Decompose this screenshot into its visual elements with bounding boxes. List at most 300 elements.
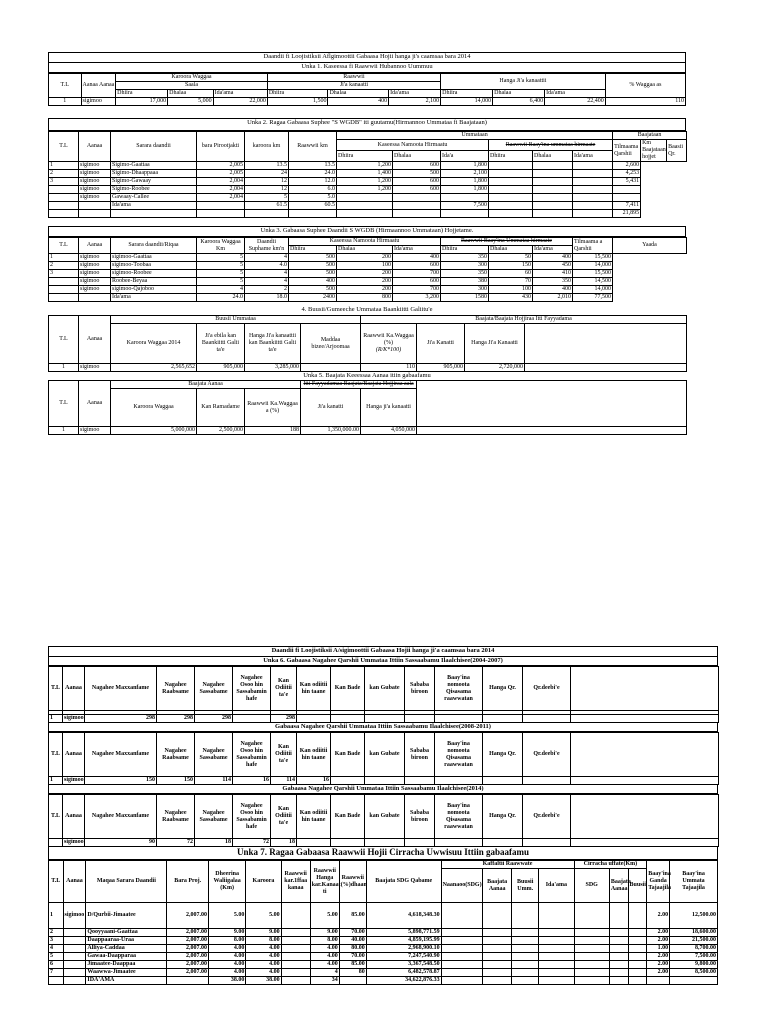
cell (63, 961, 86, 969)
cell (628, 977, 647, 985)
cell: 7,411 (613, 202, 641, 210)
cell: 7,500.00 (670, 953, 718, 961)
table-row (49, 427, 687, 435)
cell: 3,285,000 (245, 364, 301, 372)
cell: 13.5 (245, 162, 289, 170)
unka3-body (49, 254, 687, 302)
cell: 500 (289, 270, 337, 278)
cell: 298 (195, 715, 233, 723)
h-tl: T.L (49, 861, 64, 903)
cell: 2,968,900.10 (366, 945, 441, 953)
cell: Ida'ama (111, 294, 197, 302)
h-hanga-qr: Hanga Qr. (483, 795, 523, 839)
table-row (49, 210, 687, 218)
table-row (49, 839, 719, 847)
cell: 5,000 (168, 98, 214, 106)
table-row (49, 202, 687, 210)
h-tl: T.L (49, 733, 63, 777)
cell: Qooyyaani-Gaattaa (86, 929, 167, 937)
cell (331, 777, 365, 785)
cell: 2,007.00 (167, 945, 209, 953)
cell: 24.0 (197, 294, 245, 302)
h-boqa: Raawwii Baay'ina Ummataa hirmaate (441, 238, 573, 246)
cell (489, 194, 533, 202)
cell: 21,500.00 (670, 937, 718, 945)
cell (574, 961, 609, 969)
cell: 5.0 (289, 194, 337, 202)
cell (111, 210, 197, 218)
cell: 2,004 (197, 194, 245, 202)
cell (365, 777, 405, 785)
cell: 905,000 (417, 364, 465, 372)
cell (483, 961, 512, 969)
cell: 2,565,652 (111, 364, 197, 372)
h-qr-deebie: Qr.deebi'e (523, 667, 571, 711)
table-row (49, 178, 687, 186)
cell (512, 953, 539, 961)
h-rk: (R/K*100) (375, 347, 402, 353)
cell: 300 (441, 286, 489, 294)
cell (301, 364, 361, 372)
h-yaada: Yaada (613, 238, 687, 254)
cell (670, 977, 718, 985)
cell: 8.00 (310, 937, 339, 945)
unka6b-title: Gabaasa Nagahee Qarshii Ummataa Ittiin Sassaabamu Ilaalchisee(2008-2011) (48, 723, 718, 732)
cell (245, 210, 289, 218)
cell: sigimoo (64, 777, 84, 783)
unka6c-table (48, 794, 719, 847)
cell (79, 202, 111, 210)
cell: 1,350,000.00 (301, 427, 361, 435)
cell: 200 (337, 270, 393, 278)
cell: 5.00 (246, 903, 281, 929)
cell (405, 839, 435, 847)
h-hanga-kanaatti: Hanga ji'a kanaatti (361, 389, 417, 427)
h-tl: T.L (49, 316, 79, 364)
cell (441, 953, 483, 961)
cell: 9,800.00 (670, 961, 718, 969)
cell: 110 (361, 364, 417, 372)
cell: 4.00 (310, 945, 339, 953)
cell: 500 (289, 286, 337, 294)
cell: 188 (245, 427, 301, 435)
h-ganda: Baay'ina Ganda Tajaajila (647, 861, 670, 903)
cell: 110 (605, 98, 685, 106)
h-dhiira: Dhiira (267, 90, 328, 98)
h-bade: Kan Bade (331, 733, 365, 777)
cell: 15,500 (573, 270, 613, 278)
unka2-table (48, 131, 687, 218)
cell: 4 (49, 945, 64, 953)
h-maqaa: Maqaa Sarara Daandii (86, 861, 167, 903)
unka7-title: Unka 7. Ragaa Gabaasa Raawwii Hojii Cirracha Uwwisuu Ittiin gabaafamu (48, 847, 718, 860)
cell (574, 969, 609, 977)
cell: 400 (289, 278, 337, 286)
cell: sigimoo (64, 715, 84, 721)
h-osoo: Nagahee Osoo hin Sassabamin hafe (233, 795, 271, 839)
h-karoora: Karoora (246, 861, 281, 903)
cell: Sigimo-Gaattaa (111, 162, 197, 170)
cell (281, 937, 310, 945)
cell (609, 969, 628, 977)
h-hanga: Hanga Ji'a kanaattii (441, 74, 606, 90)
cell (512, 961, 539, 969)
h-aanaa: Aanaa (63, 795, 85, 839)
cell: 100 (489, 286, 533, 294)
cell (49, 977, 64, 985)
cell: 1 (49, 715, 63, 723)
cell: Roobee-Beyaa (111, 278, 197, 286)
cell: 6 (49, 961, 64, 969)
table-row (49, 977, 718, 985)
cell: 500 (289, 262, 337, 270)
h-tl: T.L (49, 74, 82, 98)
cell (609, 945, 628, 953)
h-hanga-qr: Hanga Qr. (483, 667, 523, 711)
cell: 15,500 (573, 254, 613, 262)
cell: 905,000 (197, 364, 245, 372)
cell: 16 (233, 777, 271, 785)
cell: 4 (245, 270, 289, 278)
h-aanaa: Aanaa (79, 132, 111, 162)
cell (49, 186, 79, 194)
h-madda: Maddaa bizee/Arjoomaa (301, 324, 361, 364)
cell: 5 (197, 278, 245, 286)
cell: 4 (310, 969, 339, 977)
h-idaama: Ida'ama (533, 246, 573, 254)
cell (483, 929, 512, 937)
cell (393, 194, 441, 202)
cell (393, 202, 441, 210)
cell: 5 (197, 254, 245, 262)
cell: sigimoo (79, 162, 111, 170)
table-row (49, 294, 687, 302)
doc-title: Daandii fi Loojistiksii Aflgimoottii Gabaasa Hojii hanga ji's caamsaa bara 2014 (48, 52, 686, 63)
cell (539, 953, 574, 961)
cell (331, 839, 365, 847)
cell: 7 (49, 969, 64, 977)
cell: 500 (289, 254, 337, 262)
cell (512, 929, 539, 937)
cell: 2.00 (647, 903, 670, 929)
table-row (49, 961, 718, 969)
cell: 80.00 (339, 945, 366, 953)
cell (441, 937, 483, 945)
h-baajata-aanaa-2: Baajata Aanaa (609, 869, 628, 903)
cell: 72 (233, 839, 271, 847)
cell: 70.00 (339, 929, 366, 937)
cell (489, 178, 533, 186)
cell: 4 (197, 286, 245, 294)
cell (533, 162, 573, 170)
cell: Daappaaraa-Uraa (86, 937, 167, 945)
cell: 70.00 (339, 953, 366, 961)
cell: 2,005 (197, 170, 245, 178)
cell (435, 777, 483, 785)
cell: sigimoo-Toobaa (111, 262, 197, 270)
cell (574, 937, 609, 945)
cell (574, 977, 609, 985)
doc-title-2: Daandii fi Loojistiksii A/sigimoottii Gabaasa Hojii hanga ji'a caamsaa bara 2014 (48, 646, 718, 657)
table-row (49, 777, 719, 785)
cell (512, 903, 539, 929)
cell (574, 953, 609, 961)
cell: 38.00 (208, 977, 245, 985)
unka6c-title: Gabaasa Nagahee Qarshii Ummataa Ittiin Sassaabamu Ilaalchisee(2014) (48, 785, 718, 794)
cell (63, 937, 86, 945)
h-dhiira: Dhiira (441, 246, 489, 254)
cell (393, 210, 441, 218)
cell: Waawwa-Jimaatee (86, 969, 167, 977)
h-cirracha: Cirracha uffate(Km) (574, 861, 647, 869)
table-row (49, 170, 687, 178)
cell: 22,000 (213, 98, 267, 106)
h-naanaoo: Naanaoo(SDG) (441, 869, 483, 903)
cell: 350 (441, 270, 489, 278)
cell: 2,004 (197, 178, 245, 186)
cell: 60.5 (289, 202, 337, 210)
cell: 70 (489, 278, 533, 286)
h-idaama: Ida'ama (393, 246, 441, 254)
cell: 38.00 (246, 977, 281, 985)
cell (512, 969, 539, 977)
h-baajataan: Baajataan (613, 132, 687, 140)
table-row (49, 937, 718, 945)
table-row (49, 194, 687, 202)
h-buusii: Buusii Umm. (512, 869, 539, 903)
cell (441, 961, 483, 969)
cell: 2,500,000 (197, 427, 245, 435)
cell: 600 (393, 278, 441, 286)
cell: 7,500 (441, 202, 489, 210)
cell: 800 (337, 294, 393, 302)
cell (365, 839, 405, 847)
cell: 3,200 (393, 294, 441, 302)
h-odiitii-hin: Kan odiitii hin taane (297, 795, 331, 839)
h-raawwii-text: Raawwii Ka.Waggaa (%) (363, 333, 414, 346)
cell: 4,618,348.30 (366, 903, 441, 929)
empty (417, 381, 687, 427)
cell: Gawaa-Daapparaa (86, 953, 167, 961)
cell: 4,050,000 (361, 427, 417, 435)
cell: Sigimo-Dhaappaaa (111, 170, 197, 178)
h-baajata: Baajata Aanaa (111, 381, 301, 389)
h-tl: T.L (49, 132, 79, 162)
cell: 18 (195, 839, 233, 847)
cell: 1 (49, 98, 82, 106)
cell: 2,005 (197, 162, 245, 170)
cell: sigimoo (79, 262, 111, 270)
cell (533, 178, 573, 186)
unka2-title: Unka 2. Ragaa Gabaasa Suphee "S WGDB" iti guutamu(Hirmannoo Ummataa fi Baajataan) (48, 118, 686, 131)
cell (339, 977, 366, 985)
cell (441, 210, 489, 218)
unka6b-table (48, 732, 719, 785)
h-km-baajataan: Km Baajataan hojjet (642, 140, 666, 160)
cell: 1,400 (337, 170, 393, 178)
h-karoora: Karoora Waggaa (111, 389, 197, 427)
h-tl: T.L (49, 381, 79, 427)
cell (613, 194, 641, 202)
cell: 6.0 (289, 186, 337, 194)
cell (281, 945, 310, 953)
cell (573, 170, 613, 178)
cell: 3 (49, 937, 64, 945)
h-odiitii: Kan Odiitii ta'e (271, 733, 297, 777)
cell: sigimoo (79, 427, 111, 435)
cell: 298 (85, 715, 157, 723)
cell: 14,000 (441, 98, 493, 106)
cell: 50 (489, 254, 533, 262)
cell: 14,500 (573, 278, 613, 286)
cell: 12 (245, 178, 289, 186)
cell: 2,007.00 (167, 953, 209, 961)
cell: 4.00 (246, 945, 281, 953)
cell: sigimoo (79, 364, 111, 372)
h-aanaa: Aanaa (79, 316, 111, 364)
cell (281, 953, 310, 961)
cell: 1 (49, 777, 63, 785)
cell (628, 945, 647, 953)
cell: 24.0 (289, 170, 337, 178)
unka5-table (48, 380, 687, 435)
cell: 2.00 (647, 961, 670, 969)
cell (331, 715, 365, 723)
cell (574, 945, 609, 953)
h-jia: Ji'a ebila kan Baankiitti Galii ta'e (197, 324, 245, 364)
cell: 34 (310, 977, 339, 985)
cell: 1 (49, 254, 79, 262)
h-idaa: Ida'a (441, 151, 489, 162)
cell (613, 186, 641, 194)
h-dhiira: Dhiira (441, 90, 493, 98)
cell: D/Qurbii-Jimaatee (86, 903, 167, 929)
cell (483, 937, 512, 945)
cell (628, 929, 647, 937)
unka7-table (48, 860, 718, 985)
cell (63, 969, 86, 977)
cell (539, 929, 574, 937)
h-qr-deebie: Qr.deebi'e (523, 795, 571, 839)
cell: 4.00 (310, 953, 339, 961)
table-row (49, 98, 686, 106)
cell: 6,400 (493, 98, 545, 106)
cell (609, 903, 628, 929)
cell: 16 (297, 777, 331, 785)
cell (405, 715, 435, 723)
cell: 600 (393, 186, 441, 194)
cell: 1.00 (647, 945, 670, 953)
h-dhiira: Dhiira (489, 151, 533, 162)
cell: 1,200 (337, 178, 393, 186)
cell (483, 945, 512, 953)
cell (281, 929, 310, 937)
unka4-title: 4. Buusii/Gumeeche Ummataa Baankiitti Galiitu'e (301, 306, 433, 313)
h-idaama: Ida'ama (573, 151, 613, 162)
cell (573, 186, 613, 194)
h-tl: T.L (49, 238, 79, 254)
cell: 410 (533, 270, 573, 278)
cell: sigimoo (79, 194, 111, 202)
h-karoora: Karoora Waggaa Km (197, 238, 245, 254)
cell (573, 210, 613, 218)
cell: 2,007.00 (167, 969, 209, 977)
cell: 18,600.00 (670, 929, 718, 937)
cell (79, 294, 111, 302)
cell (197, 210, 245, 218)
cell (628, 903, 647, 929)
cell (489, 202, 533, 210)
cell: 8,500.00 (670, 969, 718, 977)
cell (489, 210, 533, 218)
cell: 21,895 (613, 210, 641, 218)
h-raawwii: Raawwii Ka.Waggaa a (%) (245, 389, 301, 427)
cell: 5,000,000 (111, 427, 197, 435)
unka4-table (48, 315, 687, 372)
h-dhalaa: Dhalaa (328, 90, 389, 98)
cell: 500 (393, 170, 441, 178)
h-hanga-qr: Hanga Qr. (483, 733, 523, 777)
cell: 300 (441, 262, 489, 270)
h-ji-kanatti: Ji'a kanatti (301, 389, 361, 427)
cell (63, 929, 86, 937)
h-baasii: Baasii Qr. (667, 140, 687, 162)
cell (49, 294, 79, 302)
cell: 24 (245, 170, 289, 178)
cell: 5 (197, 270, 245, 278)
h-ji-kanatti: Ji'a Kanatti (417, 324, 465, 364)
cell (297, 839, 331, 847)
empty (571, 733, 719, 777)
h-sassabame: Nagahee Sassabame (195, 795, 233, 839)
h-dhalaa: Dhalaa (533, 151, 573, 162)
cell (289, 210, 337, 218)
cell (523, 715, 571, 723)
cell (49, 210, 79, 218)
h-buusii: Buusii Ummataa (111, 316, 361, 324)
cell (628, 969, 647, 977)
cell: 2,004 (197, 186, 245, 194)
cell (281, 903, 310, 929)
cell: 6,482,578.87 (366, 969, 441, 977)
cell: 77,500 (573, 294, 613, 302)
cell (512, 977, 539, 985)
h-dhalaa: Dhalaa (489, 246, 533, 254)
cell: sigimoo (64, 839, 84, 845)
cell (609, 961, 628, 969)
h-baajata-aanaa: Baajata Aanaa (483, 869, 512, 903)
cell: 350 (533, 278, 573, 286)
cell: 430 (489, 294, 533, 302)
table-row (49, 364, 687, 372)
cell: 1580 (441, 294, 489, 302)
cell: 400 (533, 254, 573, 262)
cell (337, 194, 393, 202)
cell (573, 202, 613, 210)
cell: 700 (393, 286, 441, 294)
cell: 1,200 (337, 186, 393, 194)
h-qisasama: Baay'ina nomoota Qisasama raawwatan (435, 795, 483, 839)
cell: 600 (393, 262, 441, 270)
cell (647, 977, 670, 985)
h-gubate: kan Gubate (365, 795, 405, 839)
cell: 13.5 (289, 162, 337, 170)
cell: 4.00 (310, 961, 339, 969)
cell: 4.00 (208, 961, 245, 969)
cell: 2 (49, 170, 79, 178)
cell (628, 937, 647, 945)
cell: 72 (157, 839, 195, 847)
